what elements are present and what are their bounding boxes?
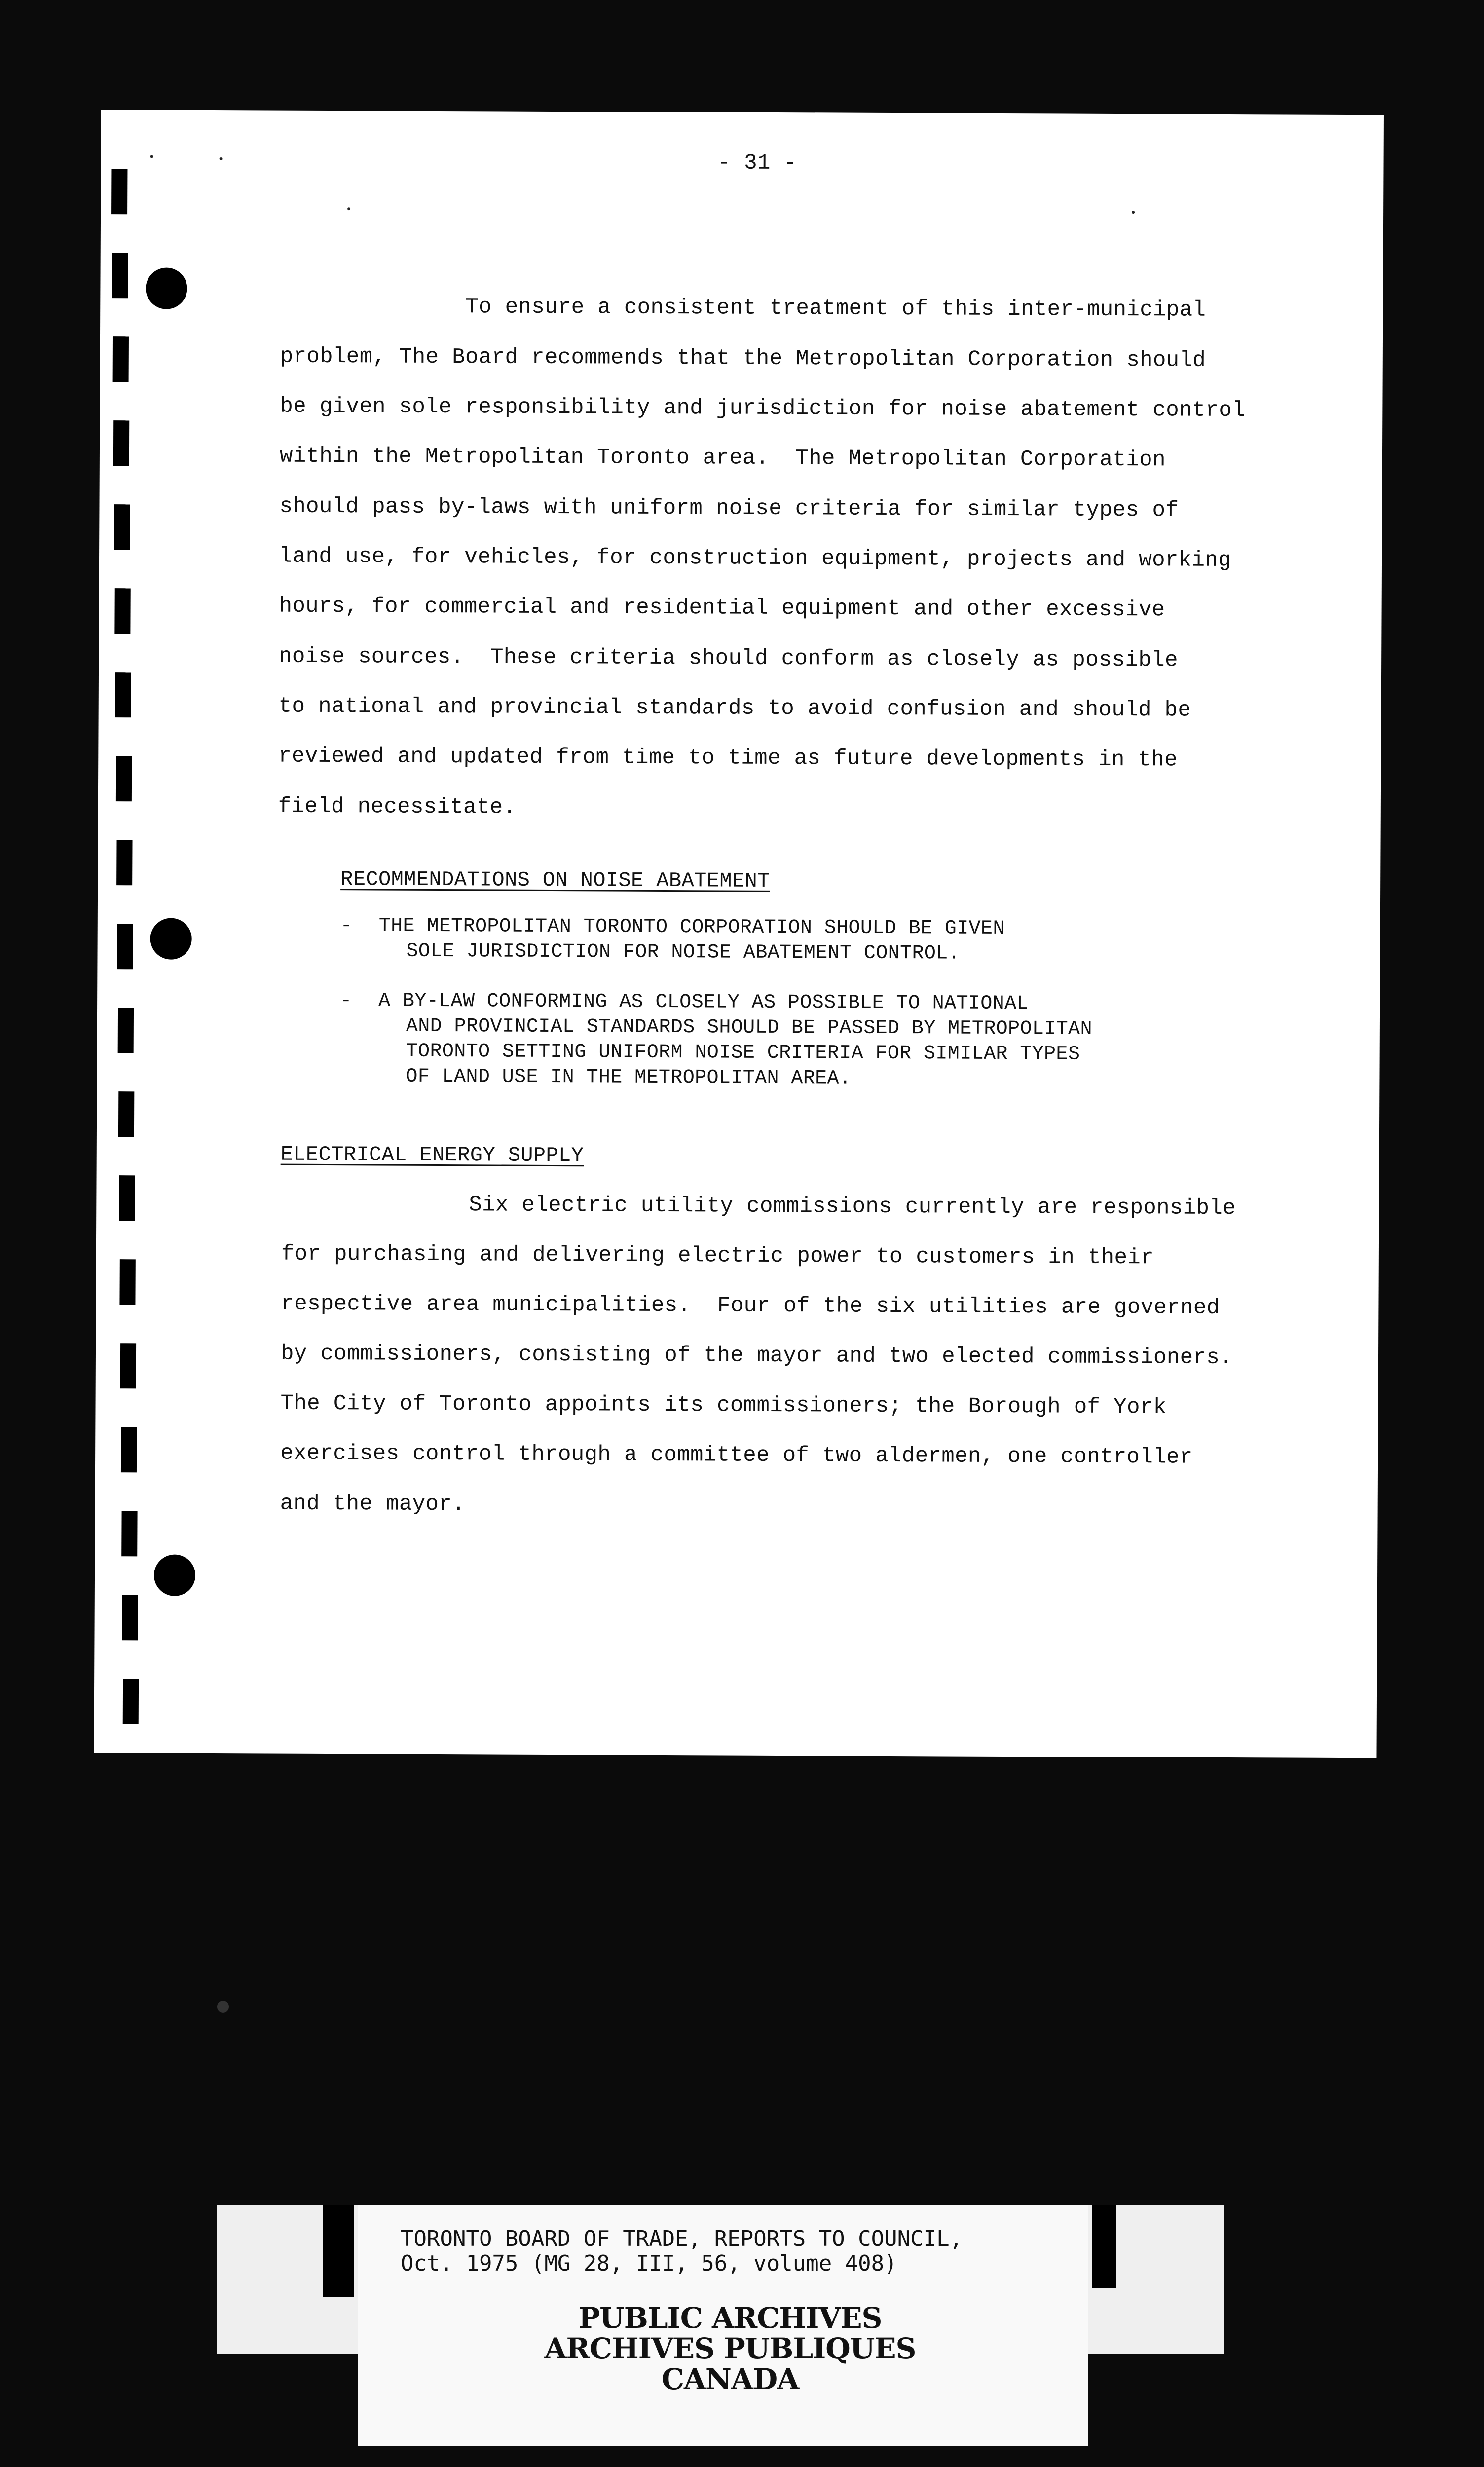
archive-name-french: ARCHIVES PUBLIQUES [544,2332,916,2365]
paragraph-line: to national and provincial standards to avoid confusion and should be [278,694,1191,723]
paragraph-line: and the mayor. [280,1491,466,1517]
scan-speck [220,157,223,160]
film-edge-mark [111,169,127,214]
paragraph-line: problem, The Board recommends that the Metropolitan Corporation should [280,344,1206,373]
archive-reference-line: TORONTO BOARD OF TRADE, REPORTS TO COUNCIL, [401,2226,963,2251]
binder-hole-top [146,267,187,309]
scan-speck [150,155,153,158]
document-page [94,110,1384,1758]
list-bullet: - [340,915,353,937]
paragraph-line: be given sole responsibility and jurisdiction for noise abatement control [280,394,1246,423]
binder-hole-bottom [154,1554,195,1596]
binder-hole-middle [150,918,191,959]
film-edge-mark [117,924,133,969]
archive-name-english: PUBLIC ARCHIVES [578,2301,882,2335]
recommendations-heading: RECOMMENDATIONS ON NOISE ABATEMENT [340,867,770,893]
film-edge-mark [114,504,130,550]
list-item-line: OF LAND USE IN THE METROPOLITAN AREA. [406,1065,852,1090]
paragraph-line: by commissioners, consisting of the mayor and two elected commissioners. [280,1341,1233,1371]
list-item-line: SOLE JURISDICTION FOR NOISE ABATEMENT CONTROL. [406,940,961,965]
film-edge-mark [119,1259,135,1305]
film-edge-mark [113,336,129,382]
film-edge-mark [116,756,132,801]
film-edge-mark [121,1511,137,1556]
paragraph-line: noise sources. These criteria should conform as closely as possible [279,644,1178,673]
paragraph-line: should pass by-laws with uniform noise criteria for similar types of [279,494,1179,523]
list-item-line: AND PROVINCIAL STANDARDS SHOULD BE PASSED BY METROPOLITAN [406,1015,1093,1041]
section-heading: ELECTRICAL ENERGY SUPPLY [280,1142,584,1168]
archive-country: CANADA [661,2362,799,2396]
paragraph-line: field necessitate. [278,794,517,820]
paragraph-line: for purchasing and delivering electric power to customers in their [281,1241,1154,1271]
film-edge-mark [120,1343,136,1388]
list-item-line: THE METROPOLITAN TORONTO CORPORATION SHOULD BE GIVEN [378,915,1005,940]
list-item-line: A BY-LAW CONFORMING AS CLOSELY AS POSSIBLE TO NATIONAL [378,990,1029,1015]
film-edge-mark [122,1595,138,1640]
archive-reference-line: Oct. 1975 (MG 28, III, 56, volume 408) [401,2251,897,2276]
page-number: - 31 - [717,150,797,176]
film-edge-mark [118,1091,134,1137]
film-speck [217,2001,229,2013]
scan-speck [1132,211,1135,214]
paragraph-line: land use, for vehicles, for construction equipment, projects and working [279,544,1232,573]
paragraph-line: The City of Toronto appoints its commissioners; the Borough of York [280,1391,1167,1420]
film-edge-mark [118,1008,134,1053]
list-item-line: TORONTO SETTING UNIFORM NOISE CRITERIA FOR SIMILAR TYPES [406,1040,1080,1066]
film-edge-mark [114,588,130,634]
film-edge-marks [101,110,1384,115]
paragraph-line: hours, for commercial and residential equipment and other excessive [279,594,1165,623]
film-edge-mark [123,1679,139,1724]
archive-label-tab-left [323,2205,354,2297]
list-bullet: - [340,990,352,1012]
film-edge-mark [119,1175,135,1221]
paragraph-line: exercises control through a committee of two aldermen, one controller [280,1441,1193,1470]
paragraph-line: respective area municipalities. Four of the six utilities are governed [281,1291,1220,1320]
paragraph-line: within the Metropolitan Toronto area. The Metropolitan Corporation [279,444,1166,473]
film-edge-mark [115,672,131,717]
film-edge-mark [113,420,129,466]
scan-speck [347,207,350,210]
archive-label-tab-right [1092,2205,1116,2288]
film-edge-mark [112,253,128,298]
film-edge-mark [116,840,132,885]
paragraph-line: Six electric utility commissions currently are responsible [469,1193,1236,1221]
paragraph-line: To ensure a consistent treatment of this inter-municipal [465,295,1206,323]
paragraph-line: reviewed and updated from time to time as future developments in the [278,744,1178,773]
film-edge-mark [121,1427,137,1472]
